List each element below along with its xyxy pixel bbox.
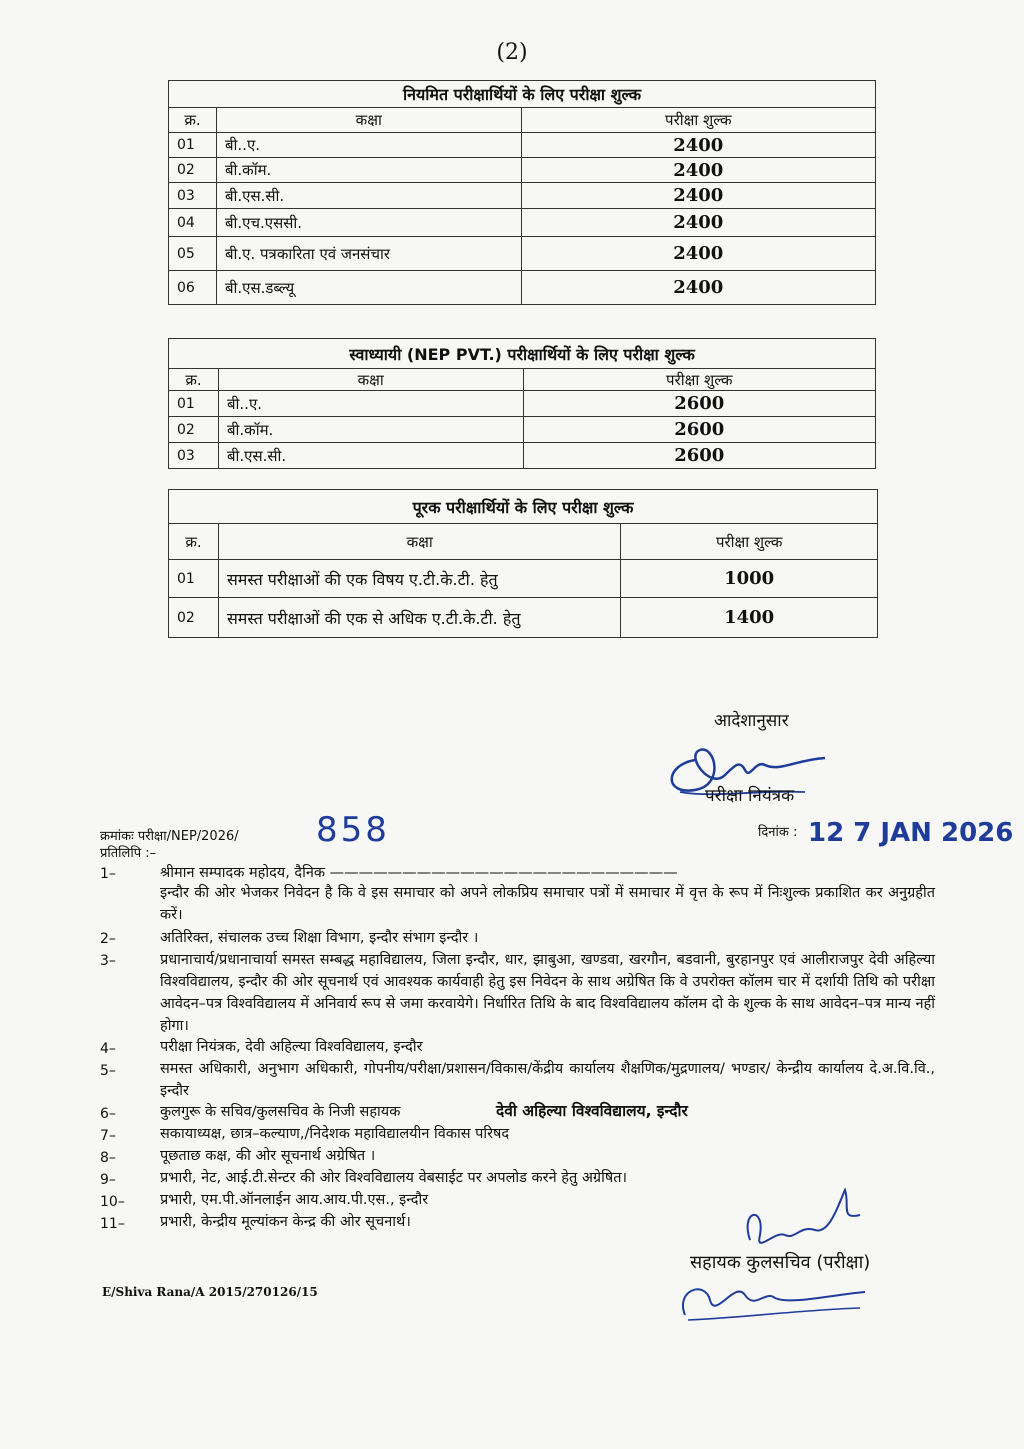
row-course: बी.कॉम. <box>218 417 523 443</box>
table-row <box>169 417 876 443</box>
row-course: बी.एस.डब्ल्यू <box>216 271 521 305</box>
row-course: बी.कॉम. <box>216 158 521 183</box>
table-row <box>169 237 876 271</box>
header-course: कक्षा <box>218 524 620 560</box>
copy-text: प्रभारी, केन्द्रीय मूल्यांकन केन्द्र की ओर सूचनार्थ। <box>160 1214 411 1230</box>
header-sn: क्र. <box>169 108 217 133</box>
copy-text: सकायाध्यक्ष, छात्र–कल्याण,/निदेशक महाविद्यालयीन विकास परिषद <box>160 1126 510 1142</box>
table-row <box>169 133 876 158</box>
header-fee: परीक्षा शुल्क <box>521 108 875 133</box>
by-order-label: आदेशानुसार <box>714 711 789 731</box>
copy-text: प्रधानाचार्य/प्रधानाचार्या समस्त सम्बद्ध महाविद्यालय, जिला इन्दौर, धार, झाबुआ, खण्डवा, खरगौन, बडवानी, बुरहानपुर एवं आलीराजपुर देवी अहिल्या विश्वविद्यालय, इन्दौर की ओर सूचनार्थ एवं आवश्यक कार्यवाही हेतु इस निवेदन के साथ अग्रेषित कि वे उपरोक्त कॉलम चार में दर्शायी तिथि को परीक्षा आवेदन–पत्र विश्वविद्यालय में अनिवार्य रूप से जमा करवायेगे। निर्धारित तिथि के बाद विश्वविद्यालय कॉलम दो के शुल्क के साथ आवेदन–पत्र मान्य नहीं होगा। <box>160 952 935 1034</box>
supplementary-table-title: पूरक परीक्षार्थियों के लिए परीक्षा शुल्क <box>169 490 878 524</box>
private-table-title: स्वाध्यायी (NEP PVT.) परीक्षार्थियों के लिए परीक्षा शुल्क <box>169 339 876 369</box>
row-fee: 2600 <box>523 443 875 469</box>
copy-text: इन्दौर की ओर भेजकर निवेदन है कि वे इस समाचार को अपने लोकप्रिय समाचार पत्रों में समाचार में वृत्त के रूप में निःशुल्क प्रकाशित कर अनुग्रहीत करें। <box>160 885 935 923</box>
row-fee: 2600 <box>523 417 875 443</box>
regular-table-title: नियमित परीक्षार्थियों के लिए परीक्षा शुल्क <box>169 81 876 108</box>
header-fee: परीक्षा शुल्क <box>621 524 878 560</box>
row-course: बी..ए. <box>216 133 521 158</box>
page-number: (2) <box>496 40 528 65</box>
row-fee: 1400 <box>621 598 878 638</box>
copy-number: 5– <box>100 1063 116 1079</box>
row-course: समस्त परीक्षाओं की एक विषय ए.टी.के.टी. हेतु <box>218 560 620 598</box>
row-sn: 01 <box>169 391 219 417</box>
copy-number: 9– <box>100 1172 116 1188</box>
header-course: कक्षा <box>216 108 521 133</box>
row-course: बी..ए. <box>218 391 523 417</box>
row-sn: 02 <box>169 158 217 183</box>
supplementary-fee-table <box>168 489 878 638</box>
university-name-bold: देवी अहिल्या विश्वविद्यालय, इन्दौर <box>496 1102 688 1120</box>
copy-number: 2– <box>100 931 116 947</box>
copy-text: अतिरिक्त, संचालक उच्च शिक्षा विभाग, इन्दौर संभाग इन्दौर । <box>160 930 479 946</box>
row-course: बी.एस.सी. <box>218 443 523 469</box>
row-course: बी.ए. पत्रकारिता एवं जनसंचार <box>216 237 521 271</box>
private-fee-table <box>168 338 876 469</box>
header-sn: क्र. <box>169 369 219 391</box>
row-sn: 02 <box>169 598 219 638</box>
copy-text: पूछताछ कक्ष, की ओर सूचनार्थ अग्रेषित । <box>160 1148 376 1164</box>
copy-number: 10– <box>100 1194 125 1210</box>
copy-number: 4– <box>100 1041 116 1057</box>
date-stamp: 12 7 JAN 2026 <box>808 818 1014 848</box>
copy-text: कुलगुरू के सचिव/कुलसचिव के निजी सहायक <box>160 1104 401 1120</box>
row-fee: 2400 <box>521 133 875 158</box>
table-row <box>169 443 876 469</box>
row-fee: 2400 <box>521 209 875 237</box>
table-row <box>169 183 876 209</box>
copy-number: 1– <box>100 866 116 882</box>
row-fee: 2400 <box>521 237 875 271</box>
table-row <box>169 391 876 417</box>
copy-text: प्रभारी, एम.पी.ऑनलाईन आय.आय.पी.एस., इन्दौर <box>160 1192 429 1208</box>
table-row <box>169 271 876 305</box>
row-sn: 01 <box>169 133 217 158</box>
date-label: दिनांक : <box>758 825 798 840</box>
table-row <box>169 209 876 237</box>
table-row <box>169 598 878 638</box>
row-fee: 1000 <box>621 560 878 598</box>
copy-label: प्रतिलिपि :– <box>100 846 157 861</box>
header-fee: परीक्षा शुल्क <box>523 369 875 391</box>
copy-text: परीक्षा नियंत्रक, देवी अहिल्या विश्वविद्यालय, इन्दौर <box>160 1039 423 1055</box>
regular-fee-table <box>168 80 876 305</box>
row-sn: 03 <box>169 183 217 209</box>
footer-code: E/Shiva Rana/A 2015/270126/15 <box>102 1285 318 1299</box>
row-fee: 2400 <box>521 158 875 183</box>
row-course: बी.एस.सी. <box>216 183 521 209</box>
header-course: कक्षा <box>218 369 523 391</box>
row-sn: 03 <box>169 443 219 469</box>
reference-number: 858 <box>316 810 390 850</box>
row-sn: 05 <box>169 237 217 271</box>
row-fee: 2400 <box>521 183 875 209</box>
assistant-designation: सहायक कुलसचिव (परीक्षा) <box>690 1252 871 1273</box>
row-sn: 02 <box>169 417 219 443</box>
reference-label: क्रमांकः परीक्षा/NEP/2026/ <box>100 829 239 844</box>
row-course: समस्त परीक्षाओं की एक से अधिक ए.टी.के.टी. हेतु <box>218 598 620 638</box>
copy-text: प्रभारी, नेट, आई.टी.सेन्टर की ओर विश्वविद्यालय वेबसाईट पर अपलोड करने हेतु अग्रेषित। <box>160 1170 627 1186</box>
controller-designation: परीक्षा नियंत्रक <box>705 786 795 806</box>
copy-number: 8– <box>100 1150 116 1166</box>
copy-text: समस्त अधिकारी, अनुभाग अधिकारी, गोपनीय/परीक्षा/प्रशासन/विकास/केंद्रीय कार्यालय शैक्षणिक/मुद्रणालय/ भण्डार/ केन्द्रीय कार्यालय दे.अ.वि.वि., इन्दौर <box>160 1061 935 1099</box>
table-row <box>169 158 876 183</box>
copy-number: 6– <box>100 1106 116 1122</box>
row-sn: 04 <box>169 209 217 237</box>
copy-text: श्रीमान सम्पादक महोदय, दैनिक ———————————————————————— <box>160 865 678 881</box>
row-fee: 2600 <box>523 391 875 417</box>
row-fee: 2400 <box>521 271 875 305</box>
row-sn: 06 <box>169 271 217 305</box>
row-course: बी.एच.एससी. <box>216 209 521 237</box>
row-sn: 01 <box>169 560 219 598</box>
copy-number: 11– <box>100 1216 125 1232</box>
header-sn: क्र. <box>169 524 219 560</box>
table-row <box>169 560 878 598</box>
copy-number: 7– <box>100 1128 116 1144</box>
copy-number: 3– <box>100 953 116 969</box>
